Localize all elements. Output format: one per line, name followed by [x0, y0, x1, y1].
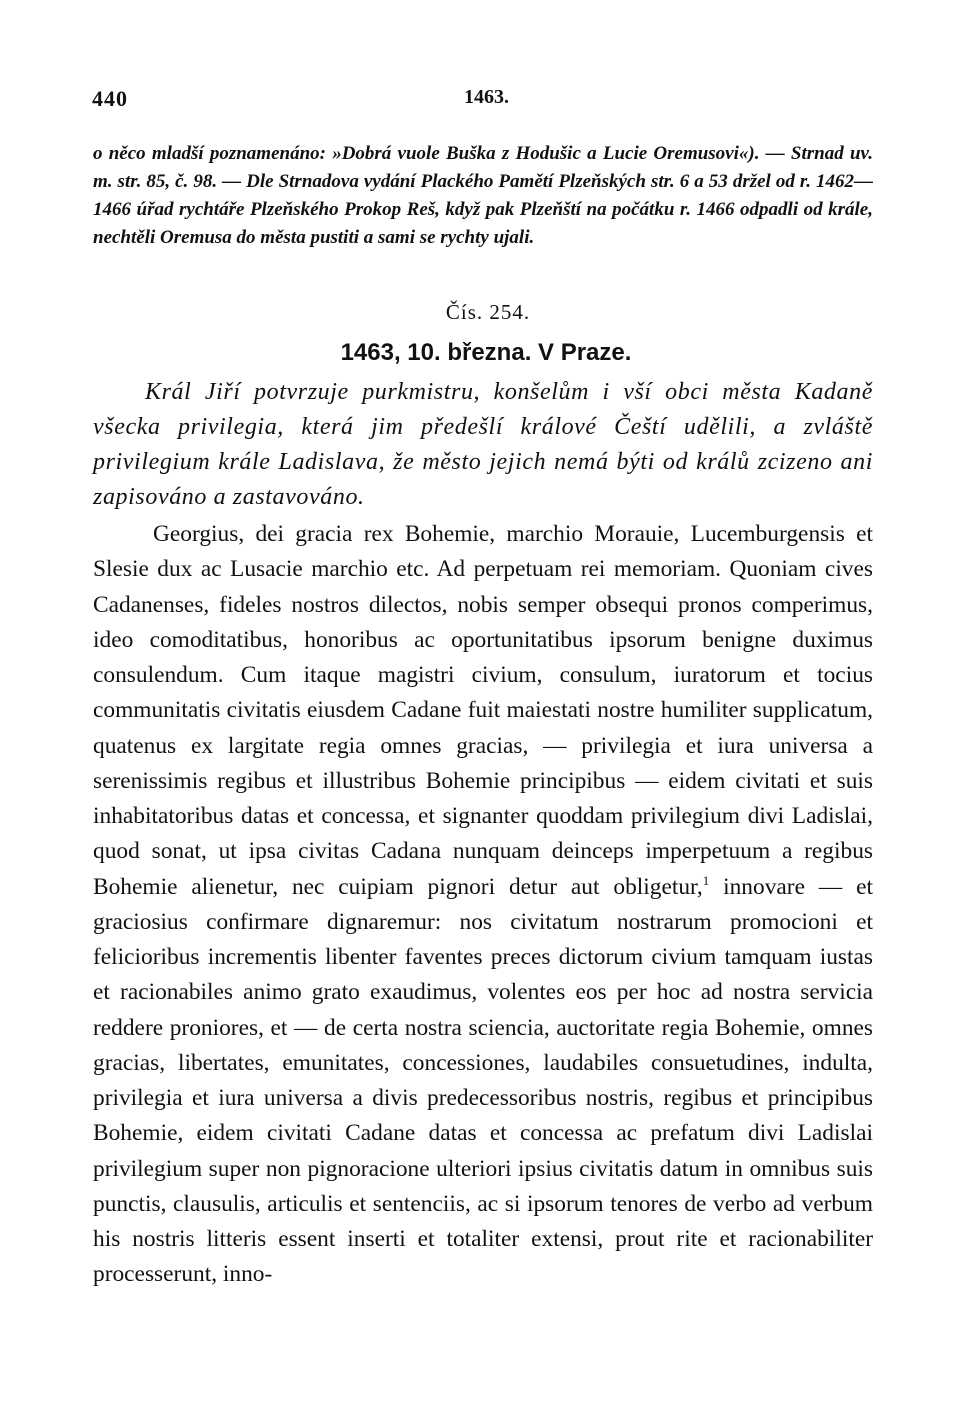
- charter-text-part-2: innovare — et graciosius confirmare dignaremur: nos civitatum nostrarum promocioni et felicioribus incrementis libenter faventes preces dictorum civium tamquam iustas et racionabiles animo grato exaudimus, volentes eos per hoc ad nostra servicia reddere proniores, et — de certa nostra sciencia, auctoritate regia Bohemie, omnes gracias, libertates, emunitates, concessiones, laudabiles consuetudines, indulta, privilegia et iura universa a divis predecessoribus nostris, regibus et principibus Bohemie, eidem civitati Cadane datas et concessa ac prefatum divi Ladislai privilegium super non pignoracione ulteriori ipsius civitatis datum in omnibus suis punctis, clausulis, articulis et sentenciis, ac si ipsorum tenores de verbo ad verbum his nostris litteris essent inserti et totaliter extensi, prout rite et racionabiliter processerunt, inno-: [93, 873, 873, 1288]
- running-head: [92, 86, 872, 116]
- preceding-note: o něco mladší poznamenáno: »Dobrá vuole Buška z Hodušic a Lucie Oremusovi«). — Strnad uv. m. str. 85, č. 98. — Dle Strnadova vydání Plackého Pamětí Plzeňských str. 6 a 53 držel od r. 1462—1466 úřad rychtáře Plzeňského Prokop Reš, když pak Plzeňští na počátku r. 1466 odpadli od krále, nechtěli Oremusa do města pustiti a sami se rychty ujali.: [93, 143, 873, 248]
- page-number: 440: [92, 86, 128, 111]
- footnote-mark: 1: [702, 872, 710, 888]
- charter-text: [93, 517, 873, 1293]
- charter-text-part-1: Georgius, dei gracia rex Bohemie, marchio Morauie, Lucemburgensis et Slesie dux ac Lusacie marchio etc. Ad perpetuam rei memoriam. Quoniam cives Cadanenses, fideles nostros dilectos, nobis semper obsequi pronos comperimus, ideo comoditatibus, honoribus ac oportunitatibus ipsorum benigne duximus consulendum. Cum itaque magistri civium, consulum, iuratorum et tocius communitatis civitatis eiusdem Cadane fuit maiestati nostre humiliter supplicatum, quatenus ex largitate regia omnes gracias, — privilegia et iura universa a serenissimis regibus et illustribus Bohemie principibus — eidem civitati et suis inhabitatoribus datas et concessa, et signanter quoddam privilegium divi Ladislai, quod sonat, ut ipsa civitas Cadana nunquam deinceps imperpetuum a regibus Bohemie alienetur, nec cuipiam pignori detur aut obligetur,: [93, 521, 873, 900]
- document-date-place: 1463, 10. března. V Praze.: [340, 339, 632, 366]
- document-number: Čís. 254.: [445, 300, 531, 324]
- running-year: 1463.: [464, 86, 509, 108]
- document-regest: Král Jiří potvrzuje purkmistru, konšelům i vší obci města Kadaně všecka privilegia, která jim předešlí králové Čeští udělili, a zvláště privilegium krále Ladislava, že město jejich nemá býti od králů zcizeno ani zapisováno a zastavováno.: [93, 379, 873, 510]
